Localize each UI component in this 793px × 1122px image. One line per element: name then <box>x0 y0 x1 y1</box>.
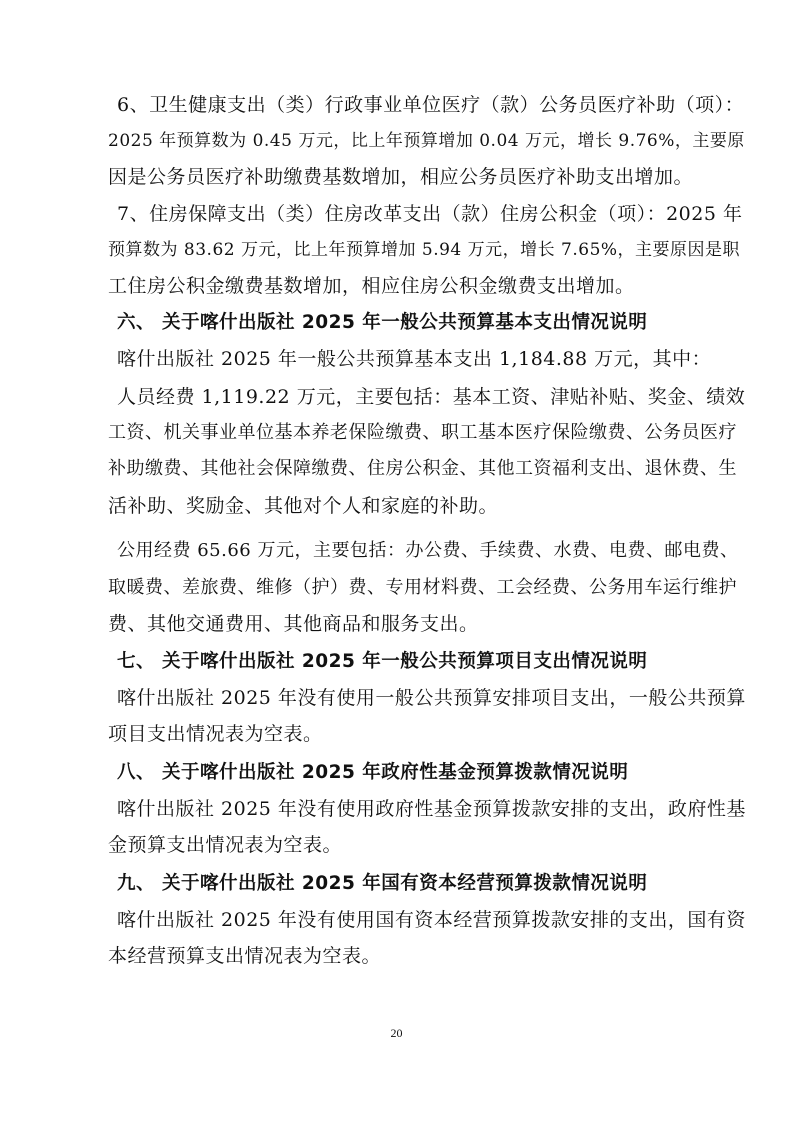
paragraph-line: 喀什出版社 2025 年没有使用国有资本经营预算拨款安排的支出，国有资 <box>117 909 746 931</box>
paragraph-line: 取暖费、差旅费、维修（护）费、专用材料费、工会经费、公务用车运行维护 <box>108 577 737 598</box>
paragraph-line: 活补助、奖励金、其他对个人和家庭的补助。 <box>108 495 499 517</box>
page-number: 20 <box>390 1026 403 1040</box>
paragraph-line: 喀什出版社 2025 年一般公共预算基本支出 1,184.88 万元，其中： <box>117 348 712 370</box>
section-heading: 七、 关于喀什出版社 2025 年一般公共预算项目支出情况说明 <box>117 651 648 672</box>
paragraph-line: 项目支出情况表为空表。 <box>108 723 323 745</box>
paragraph-line: 公用经费 65.66 万元，主要包括：办公费、手续费、水费、电费、邮电费、 <box>117 540 739 561</box>
section-heading: 六、 关于喀什出版社 2025 年一般公共预算基本支出情况说明 <box>117 312 648 333</box>
paragraph-line: 费、其他交通费用、其他商品和服务支出。 <box>108 613 479 635</box>
paragraph-line: 工资、机关事业单位基本养老保险缴费、职工基本医疗保险缴费、公务员医疗 <box>108 422 737 443</box>
section-heading: 九、 关于喀什出版社 2025 年国有资本经营预算拨款情况说明 <box>117 873 648 894</box>
paragraph-line: 喀什出版社 2025 年没有使用一般公共预算安排项目支出，一般公共预算 <box>117 687 746 709</box>
paragraph-line: 金预算支出情况表为空表。 <box>108 834 343 856</box>
paragraph-line: 预算数为 83.62 万元，比上年预算增加 5.94 万元，增长 7.65%，主要原因是职 <box>108 240 741 260</box>
paragraph-line: 补助缴费、其他社会保障缴费、住房公积金、其他工资福利支出、退休费、生 <box>108 458 737 479</box>
paragraph-line: 6、卫生健康支出（类）行政事业单位医疗（款）公务员医疗补助（项）： <box>117 94 745 116</box>
paragraph-line: 工住房公积金缴费基数增加，相应住房公积金缴费支出增加。 <box>108 275 635 297</box>
paragraph-line: 喀什出版社 2025 年没有使用政府性基金预算拨款安排的支出，政府性基 <box>117 798 746 820</box>
paragraph-line: 2025 年预算数为 0.45 万元，比上年预算增加 0.04 万元，增长 9.76%，主要原 <box>108 131 745 151</box>
paragraph-line: 本经营预算支出情况表为空表。 <box>108 945 382 967</box>
paragraph-line: 因是公务员医疗补助缴费基数增加，相应公务员医疗补助支出增加。 <box>108 166 694 188</box>
paragraph-line: 7、住房保障支出（类）住房改革支出（款）住房公积金（项）：2025 年 <box>117 203 743 225</box>
paragraph-line: 人员经费 1,119.22 万元，主要包括：基本工资、津贴补贴、奖金、绩效 <box>117 386 746 408</box>
section-heading: 八、 关于喀什出版社 2025 年政府性基金预算拨款情况说明 <box>117 762 629 783</box>
